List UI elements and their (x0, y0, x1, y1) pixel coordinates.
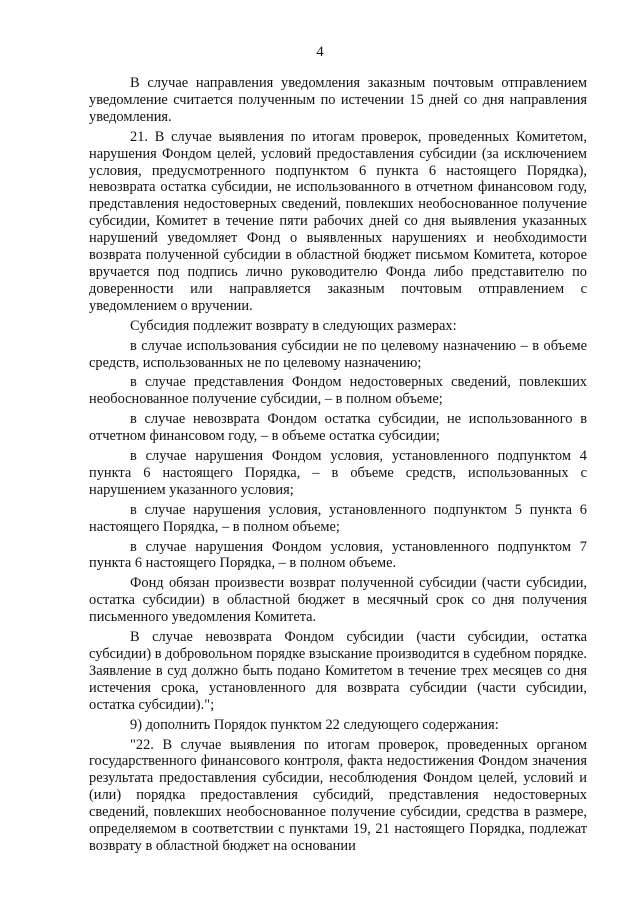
paragraph: "22. В случае выявления по итогам проверок, проведенных органом государственного финансового контроля, факта недостижения Фондом значения результата предоставления субсидии, несоблюдения Фондом целей, условий и (или) порядка предоставления субсидий, представления недостоверных сведений, повлекших необоснованное получение субсидии, средства в размере, определяемом в соответствии с пунктами 19, 21 настоящего Порядка, подлежат возврату в областной бюджет на основании (89, 736, 587, 854)
paragraph: в случае использования субсидии не по целевому назначению – в объеме средств, использованных не по целевому назначению; (89, 337, 587, 371)
paragraph: 21. В случае выявления по итогам проверок, проведенных Комитетом, нарушения Фондом целей, условий предоставления субсидии (за исключением условия, предусмотренного подпунктом 6 пункта 6 настоящего Порядка), невозврата остатка субсидии, не использованного в отчетном финансовом году, представления недостоверных сведений, повлекших необоснованное получение субсидии, Комитет в течение пяти рабочих дней со дня выявления указанных нарушений уведомляет Фонд о выявленных нарушениях и необходимости возврата полученной субсидии в областной бюджет письмом Комитета, которое вручается под подпись лично руководителю Фонда либо представителю по доверенности или направляется заказным почтовым отправлением с уведомлением о вручении. (89, 128, 587, 314)
paragraph: Фонд обязан произвести возврат полученной субсидии (части субсидии, остатка субсидии) в областной бюджет в месячный срок со дня получения письменного уведомления Комитета. (89, 575, 587, 626)
paragraph: в случае нарушения условия, установленного подпунктом 5 пункта 6 настоящего Порядка, – в полном объеме; (89, 501, 587, 535)
paragraph: Субсидия подлежит возврату в следующих размерах: (130, 317, 457, 334)
paragraph: в случае представления Фондом недостоверных сведений, повлекших необоснованное получение субсидии, – в полном объеме; (89, 374, 587, 408)
paragraph: В случае направления уведомления заказным почтовым отправлением уведомление считается полученным по истечении 15 дней со дня направления уведомления. (89, 75, 587, 125)
paragraph: в случае нарушения Фондом условия, установленного подпунктом 4 пункта 6 настоящего Порядка, – в объеме средств, использованных с нарушением указанного условия; (89, 448, 587, 498)
paragraph: 9) дополнить Порядок пунктом 22 следующего содержания: (130, 716, 499, 733)
document-body (89, 75, 587, 855)
paragraph: в случае нарушения Фондом условия, установленного подпунктом 7 пункта 6 настоящего Порядка, – в полном объеме. (89, 538, 587, 572)
paragraph: В случае невозврата Фондом субсидии (части субсидии, остатка субсидии) в добровольном порядке взыскание производится в судебном порядке. Заявление в суд должно быть подано Комитетом в течение трех месяцев со дня истечения срока, установленного для возврата субсидии (части субсидии, остатка субсидии)."; (89, 629, 587, 713)
paragraph: в случае невозврата Фондом остатка субсидии, не использованного в отчетном финансовом году, – в объеме остатка субсидии; (89, 411, 587, 445)
page-number: 4 (316, 44, 324, 60)
